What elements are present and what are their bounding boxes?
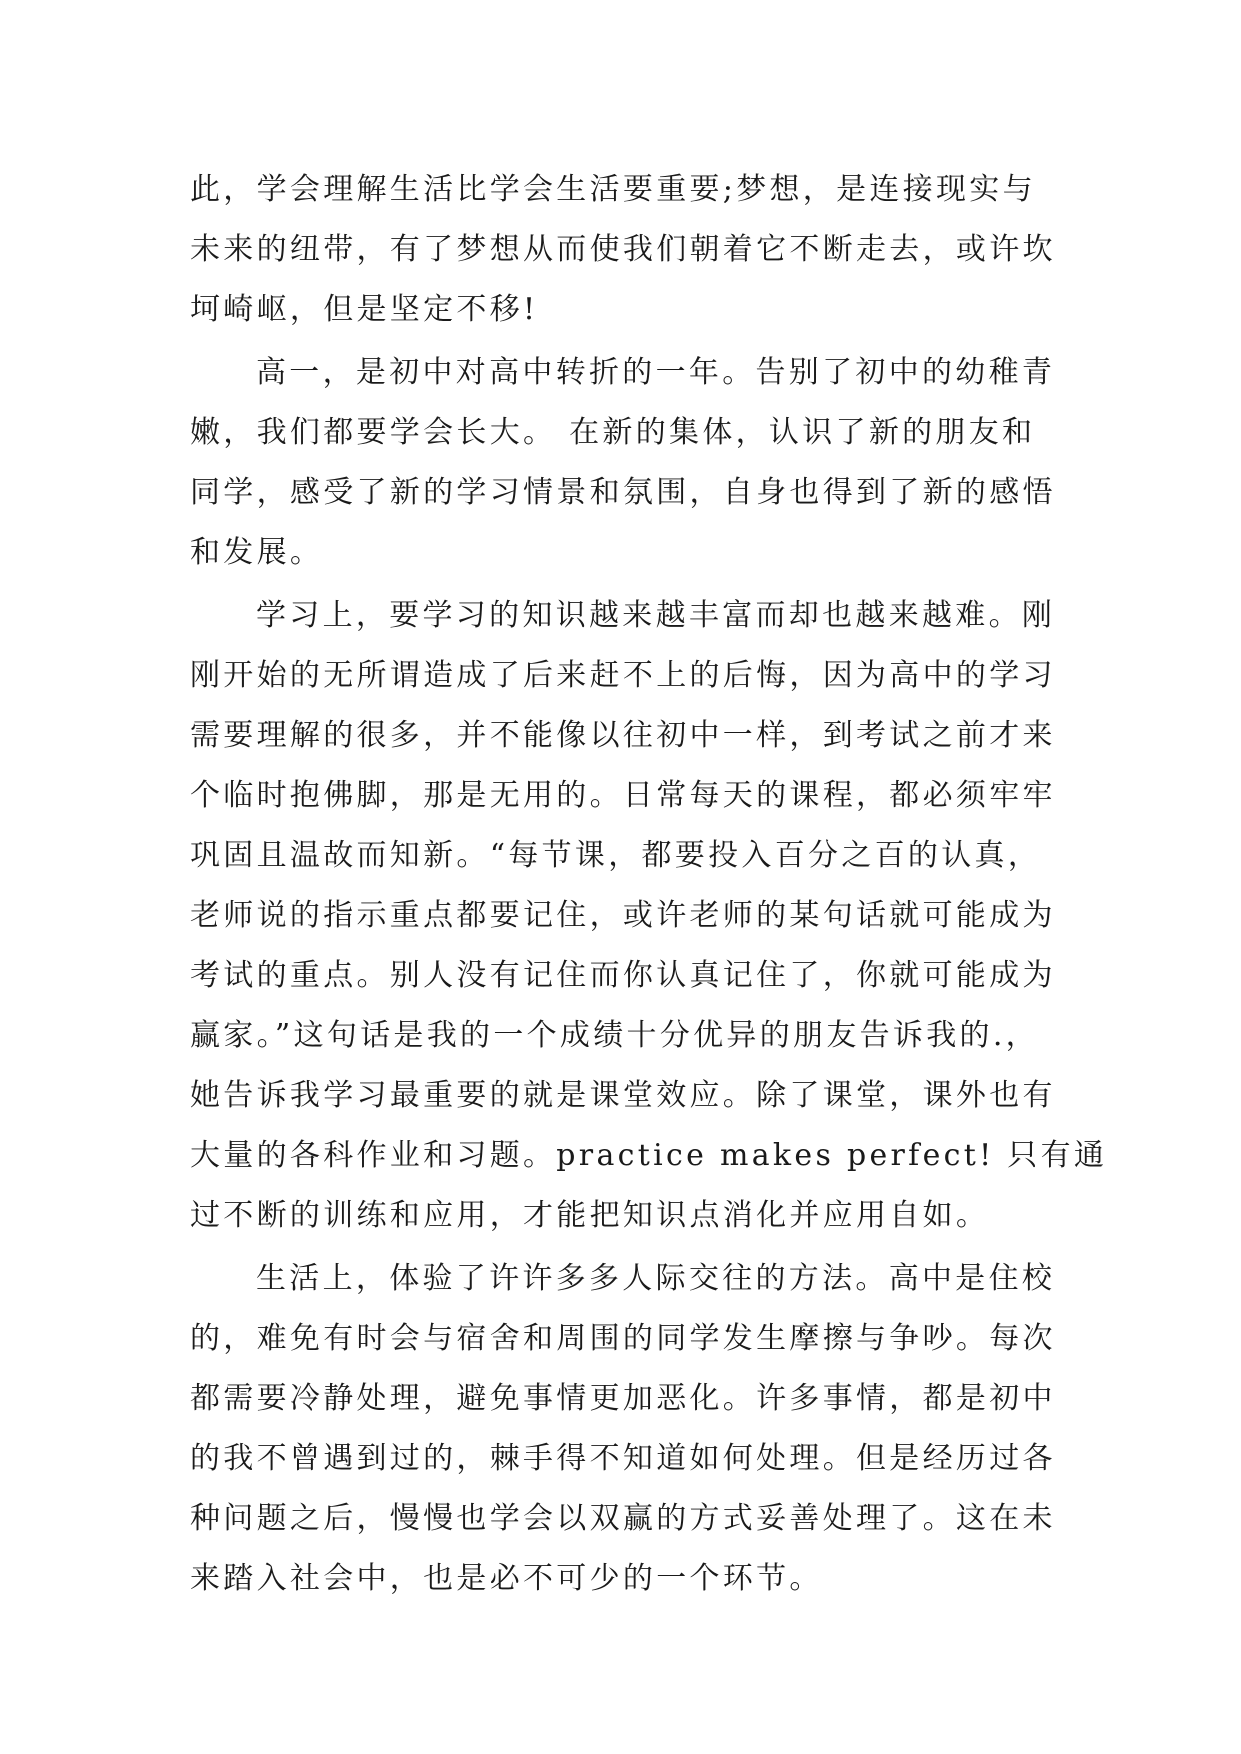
text-line: 大量的各科作业和习题。practice makes perfect! 只有通 [190, 1138, 1108, 1173]
text-line: 和发展。 [190, 535, 324, 570]
text-line: 赢家。”这句话是我的一个成绩十分优异的朋友告诉我的.， [190, 1018, 1039, 1053]
text-line: 嫩，我们都要学会长大。 在新的集体，认识了新的朋友和 [190, 415, 1036, 450]
text-line: 老师说的指示重点都要记住，或许老师的某句话就可能成为 [190, 898, 1056, 933]
text-line: 此，学会理解生活比学会生活要重要;梦想，是连接现实与 [190, 172, 1036, 207]
paragraph-1 [190, 160, 1060, 340]
text-line: 未来的纽带，有了梦想从而使我们朝着它不断走去，或许坎 [190, 232, 1056, 267]
text-line: 她告诉我学习最重要的就是课堂效应。除了课堂，课外也有 [190, 1078, 1056, 1113]
text-line: 刚开始的无所谓造成了后来赶不上的后悔，因为高中的学习 [190, 658, 1056, 693]
text-line: 的，难免有时会与宿舍和周围的同学发生摩擦与争吵。每次 [190, 1321, 1056, 1356]
text-line: 同学，感受了新的学习情景和氛围，自身也得到了新的感悟 [190, 475, 1056, 510]
text-line: 生活上，体验了许许多多人际交往的方法。高中是住校 [256, 1261, 1056, 1296]
text-line: 需要理解的很多，并不能像以往初中一样，到考试之前才来 [190, 718, 1056, 753]
text-line: 来踏入社会中，也是必不可少的一个环节。 [190, 1561, 823, 1596]
text-line: 考试的重点。别人没有记住而你认真记住了，你就可能成为 [190, 958, 1056, 993]
text-line: 个临时抱佛脚，那是无用的。日常每天的课程，都必须牢牢 [190, 778, 1056, 813]
paragraph-4 [190, 1249, 1060, 1609]
text-line: 巩固且温故而知新。“每节课，都要投入百分之百的认真， [190, 838, 1042, 873]
document-body [190, 160, 1108, 1609]
text-line: 过不断的训练和应用，才能把知识点消化并应用自如。 [190, 1198, 990, 1233]
paragraph-2 [190, 343, 1060, 583]
text-line: 学习上，要学习的知识越来越丰富而却也越来越难。刚 [256, 598, 1056, 633]
text-line: 都需要冷静处理，避免事情更加恶化。许多事情，都是初中 [190, 1381, 1056, 1416]
text-line: 坷崎岖，但是坚定不移! [190, 292, 539, 327]
text-line: 种问题之后，慢慢也学会以双赢的方式妥善处理了。这在未 [190, 1501, 1056, 1536]
text-line: 高一，是初中对高中转折的一年。告别了初中的幼稚青 [256, 355, 1056, 390]
paragraph-3 [190, 586, 1108, 1246]
text-line: 的我不曾遇到过的，棘手得不知道如何处理。但是经历过各 [190, 1441, 1056, 1476]
